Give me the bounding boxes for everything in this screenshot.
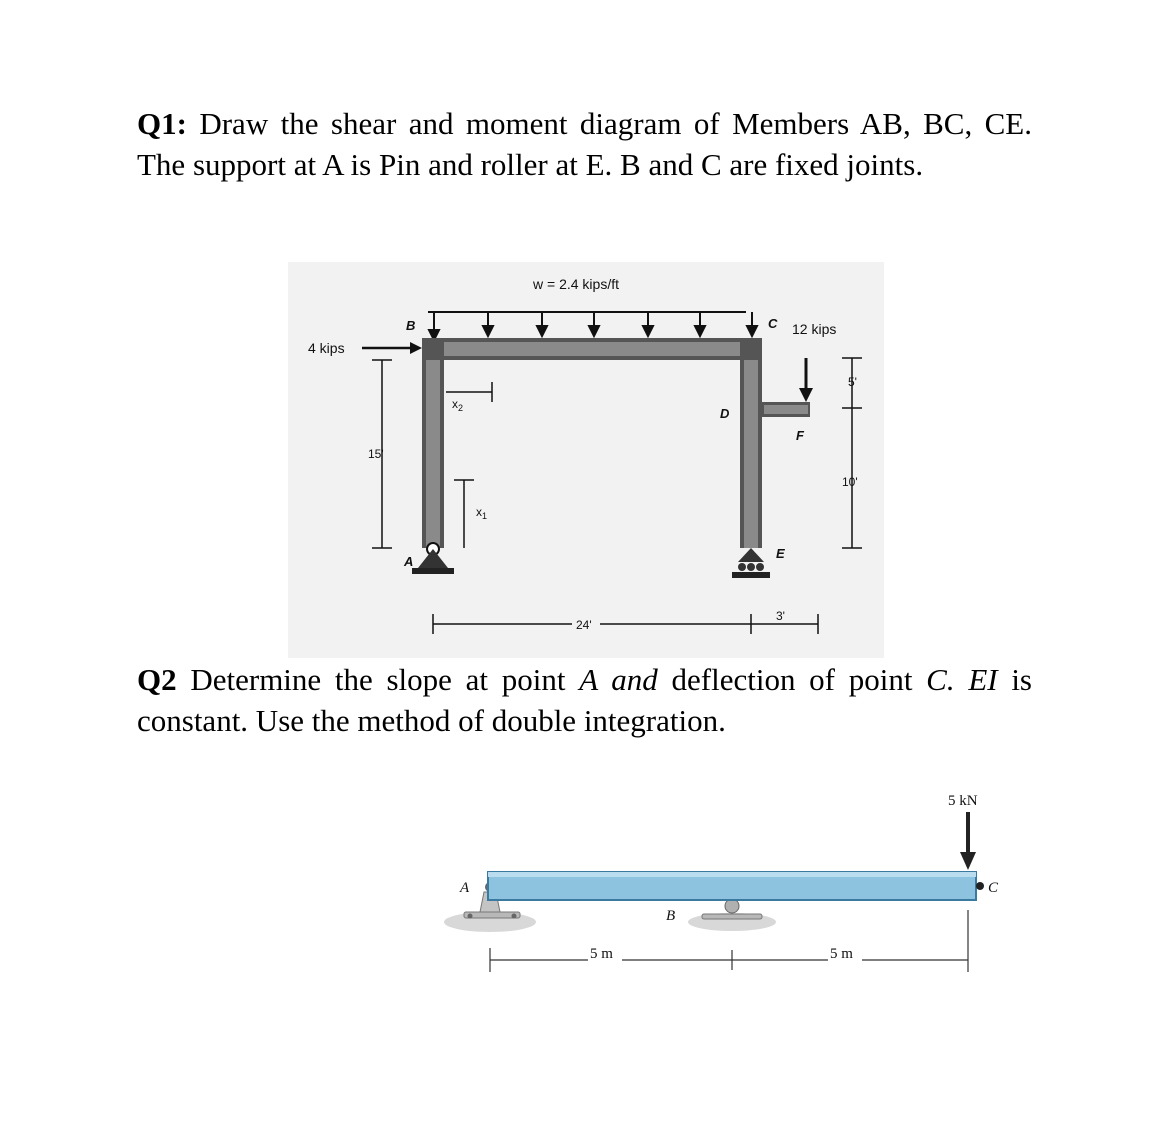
label-b: B	[406, 318, 416, 333]
dimension-top-label: 5'	[848, 375, 857, 389]
label-b: B	[666, 908, 676, 924]
label-e: E	[776, 546, 785, 561]
question-2-label: Q2	[137, 662, 177, 697]
point-load-label: 12 kips	[792, 321, 837, 337]
point-c-marker	[976, 882, 984, 890]
span-ab-label: 5 m	[590, 946, 613, 962]
x1-label: $x_1$	[476, 505, 488, 521]
beam-figure	[430, 780, 1030, 985]
question-2-italic-2: C. EI	[926, 662, 998, 697]
question-2	[137, 659, 1032, 741]
label-c: C	[768, 316, 778, 331]
load-label: 5 kN	[948, 793, 978, 809]
label-d: D	[720, 406, 730, 421]
roller-support-b	[702, 899, 762, 919]
dimension-height-label: 15'	[368, 447, 384, 461]
question-1-label: Q1:	[137, 106, 187, 141]
question-2-text-3: is constant. Use the method of double integration.	[137, 662, 1032, 738]
frame-figure	[288, 262, 884, 663]
question-2-text-1: Determine the slope at point	[176, 662, 580, 697]
distributed-load-label: w = 2.4 kips/ft	[533, 276, 619, 292]
label-a: A	[460, 880, 470, 896]
x2-label: $x_2$	[452, 397, 464, 413]
label-c: C	[988, 880, 999, 896]
load-arrow	[960, 812, 976, 870]
question-2-italic-1: A and	[579, 662, 658, 697]
dimension-bottom-label: 10'	[842, 475, 858, 489]
dimension-overhang-label: 3'	[776, 609, 785, 623]
dimension-span-label: 24'	[576, 618, 592, 632]
lateral-load-label: 4 kips	[308, 340, 345, 356]
question-1	[137, 103, 1032, 185]
frame-diagram	[288, 262, 884, 658]
span-bc-label: 5 m	[830, 946, 853, 962]
label-f: F	[796, 428, 804, 443]
beam-diagram	[430, 780, 1030, 980]
question-1-text: Draw the shear and moment diagram of Members AB, BC, CE. The support at A is Pin and roller at E. B and C are fixed joints.	[137, 106, 1032, 182]
question-2-text-2: deflection of point	[657, 662, 927, 697]
label-a: A	[404, 554, 414, 569]
